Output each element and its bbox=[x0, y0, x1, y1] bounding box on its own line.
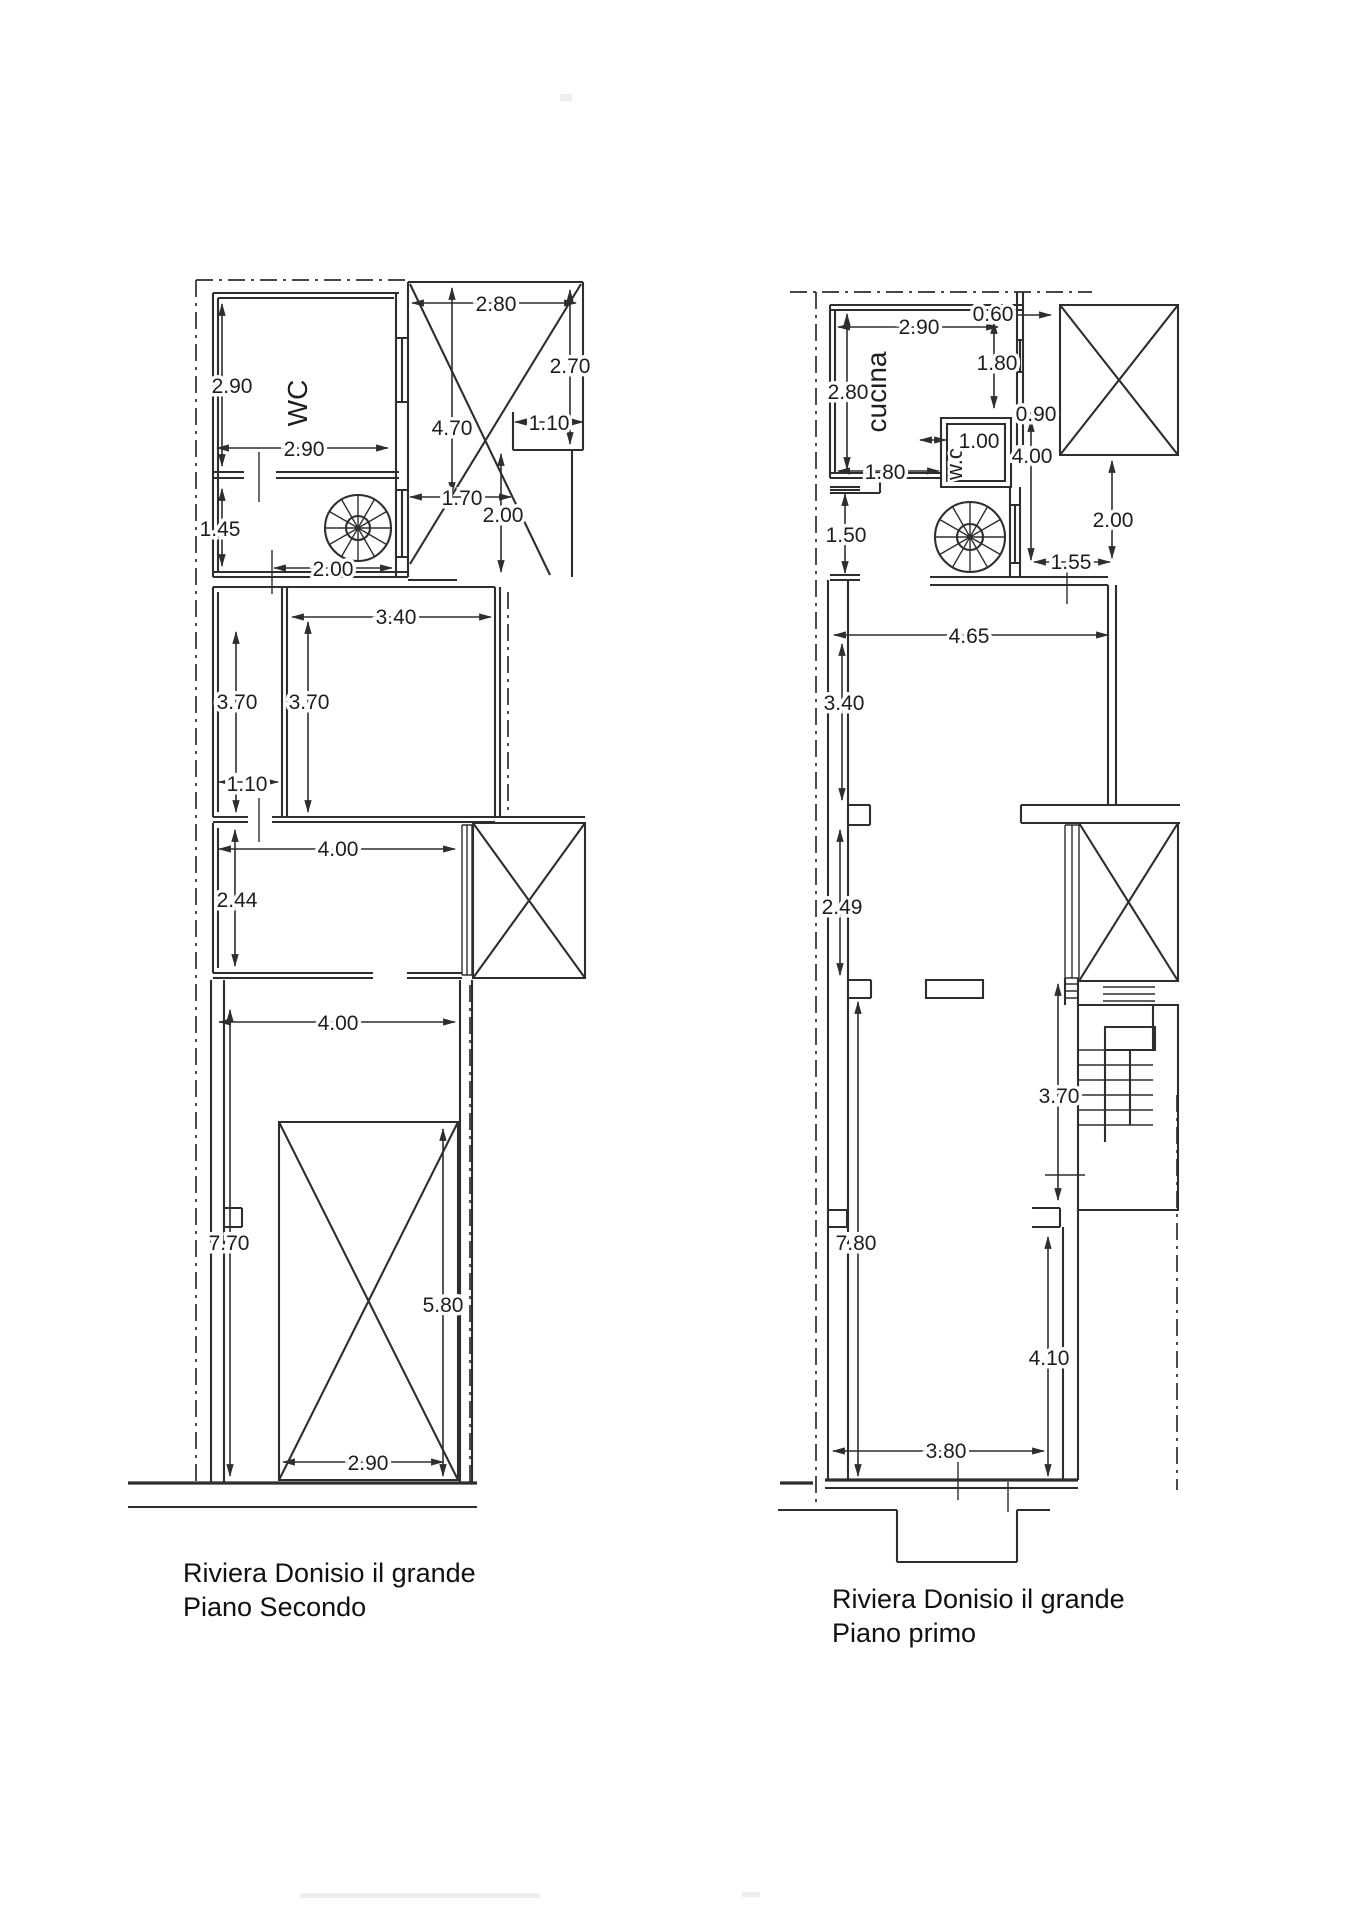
plan-secondo-dimension-lines bbox=[217, 288, 583, 1476]
plan-title-line2: Piano primo bbox=[832, 1618, 977, 1648]
dim-label: 7.80 bbox=[835, 1232, 877, 1255]
x-box-top-terrace bbox=[1060, 305, 1178, 455]
dim-label: 4.10 bbox=[1028, 1347, 1070, 1370]
dim-label: 2.00 bbox=[312, 558, 354, 581]
dim-label: 2.80 bbox=[475, 293, 517, 316]
plan-piano-primo bbox=[778, 292, 1180, 1648]
plan-piano-secondo bbox=[128, 280, 590, 1622]
dim-label: 4.65 bbox=[948, 625, 990, 648]
wall-hall bbox=[213, 817, 585, 978]
dim-label: 2.90 bbox=[898, 316, 940, 339]
wall-wc-stair bbox=[213, 282, 457, 580]
dim-label: 5.80 bbox=[422, 1294, 464, 1317]
dim-label: 1.50 bbox=[825, 524, 867, 547]
plan-primo-labels bbox=[822, 303, 1134, 1648]
plan-title-line1: Riviera Donisio il grande bbox=[183, 1558, 476, 1588]
room-label-wc: w.c. bbox=[942, 442, 967, 480]
room-label-wc: WC bbox=[282, 379, 313, 427]
dim-label: 2.90 bbox=[211, 375, 253, 398]
dim-label: 3.40 bbox=[375, 606, 417, 629]
dim-label: 2.44 bbox=[216, 889, 258, 912]
scan-smudge bbox=[742, 1892, 760, 1897]
scan-smudge bbox=[560, 94, 572, 101]
dim-label: 0.60 bbox=[972, 303, 1014, 326]
plan-title-line2: Piano Secondo bbox=[183, 1592, 367, 1622]
dim-label: 2.70 bbox=[549, 355, 591, 378]
room-label-cucina: cucina bbox=[861, 351, 892, 433]
dim-label: 1.80 bbox=[864, 461, 906, 484]
dim-label: 2.00 bbox=[1092, 509, 1134, 532]
dim-label: 2.90 bbox=[347, 1452, 389, 1475]
plan-title-line1: Riviera Donisio il grande bbox=[832, 1584, 1125, 1614]
window-balcony bbox=[1065, 825, 1079, 978]
dim-label: 1.55 bbox=[1050, 551, 1092, 574]
wall-bottom bbox=[780, 1480, 1078, 1483]
dim-label: 7.70 bbox=[208, 1232, 250, 1255]
x-box-mid-terrace bbox=[473, 823, 585, 978]
plan-primo-dimension-lines bbox=[833, 314, 1112, 1476]
window-mid-terrace bbox=[462, 825, 472, 975]
spiral-staircase bbox=[935, 502, 1005, 572]
dim-label: 4.70 bbox=[431, 417, 473, 440]
dim-label: 3.70 bbox=[288, 691, 330, 714]
dim-label: 1.00 bbox=[958, 430, 1000, 453]
balcony-terrace bbox=[1021, 805, 1180, 981]
ground-balcony-line bbox=[778, 1510, 1050, 1562]
dim-label: 1.10 bbox=[226, 773, 268, 796]
dim-label: 1.70 bbox=[441, 487, 483, 510]
wall-lower-room bbox=[208, 980, 472, 1483]
dim-label: 1.45 bbox=[199, 518, 241, 541]
dim-label: 2.90 bbox=[283, 438, 325, 461]
dim-label: 3.70 bbox=[1038, 1085, 1080, 1108]
dim-label: 2.00 bbox=[482, 504, 524, 527]
spiral-staircase bbox=[325, 495, 391, 561]
dim-label: 4.00 bbox=[317, 838, 359, 861]
dim-label: 1.80 bbox=[976, 352, 1018, 375]
plan-secondo-labels bbox=[183, 293, 590, 1622]
dim-label: 1.10 bbox=[528, 412, 570, 435]
plan-primo-walls bbox=[778, 292, 1180, 1562]
dim-label: 2.80 bbox=[827, 381, 869, 404]
dim-label: 2.49 bbox=[821, 896, 863, 919]
dim-label: 0.90 bbox=[1015, 403, 1057, 426]
dim-label: 4.00 bbox=[317, 1012, 359, 1035]
dim-label: 4.00 bbox=[1011, 445, 1053, 468]
wall-lower-right bbox=[1032, 1208, 1078, 1480]
wall-main-room bbox=[828, 580, 1116, 1480]
dim-label: 3.70 bbox=[216, 691, 258, 714]
scan-smudge bbox=[300, 1893, 540, 1898]
dim-label: 3.40 bbox=[823, 692, 865, 715]
dim-label: 3.80 bbox=[925, 1440, 967, 1463]
